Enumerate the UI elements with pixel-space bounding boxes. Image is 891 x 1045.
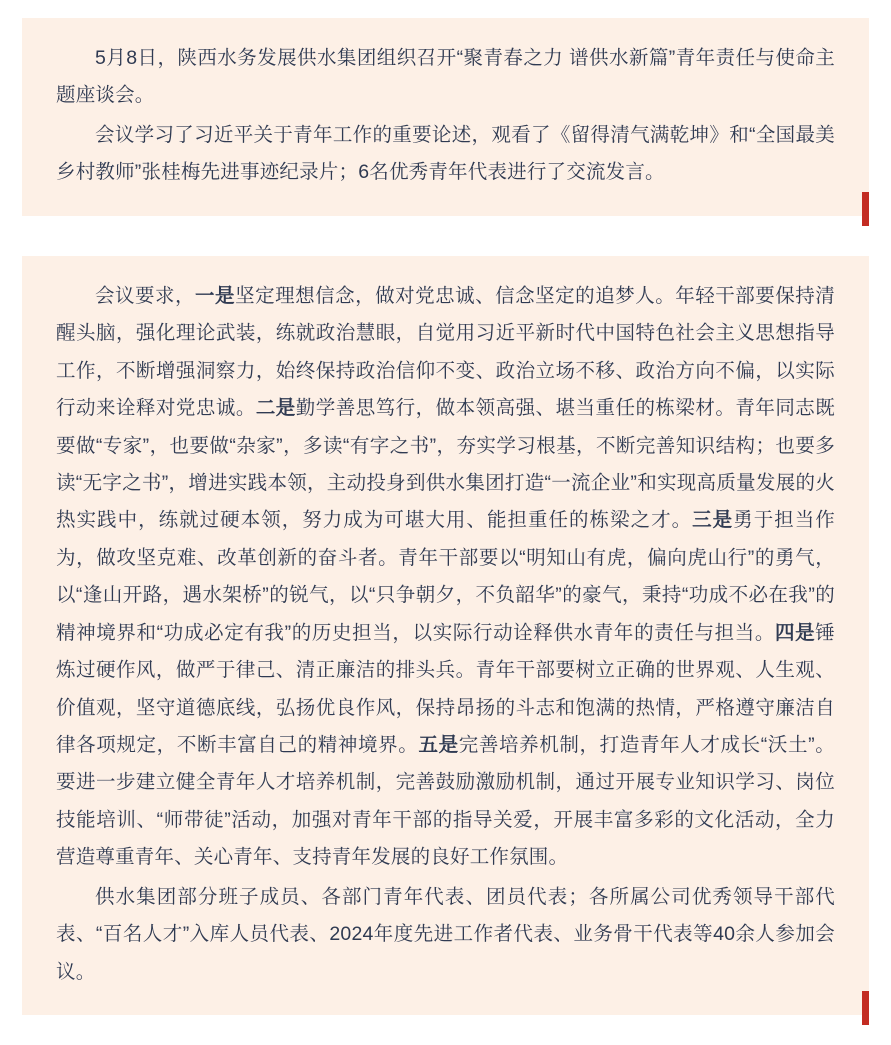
emphasis-marker: 一是 bbox=[195, 284, 236, 307]
paragraph-main-2: 供水集团部分班子成员、各部门青年代表、团员代表；各所属公司优秀领导干部代表、“百名人才”入库人员代表、2024年度先进工作者代表、业务骨干代表等40余人参加会议。 bbox=[56, 885, 835, 983]
article-card-main bbox=[22, 256, 869, 1015]
emphasis-marker: 四是 bbox=[775, 621, 816, 644]
emphasis-marker: 二是 bbox=[255, 397, 296, 420]
article-card-main-body bbox=[22, 256, 869, 1015]
paragraph-intro-1: 5月8日，陕西水务发展供水集团组织召开“聚青春之力 谱供水新篇”青年责任与使命主题座谈会。 bbox=[56, 47, 835, 107]
paragraph-main-1: 会议要求，一是坚定理想信念，做对党忠诚、信念坚定的追梦人。年轻干部要保持清醒头脑，强化理论武装，练就政治慧眼，自觉用习近平新时代中国特色社会主义思想指导工作，不断增强洞察力，始终保持政治信仰不变、政治立场不移、政治方向不偏，以实际行动来诠释对党忠诚。二是勤学善思笃行，做本领高强、堪当重任的栋梁材。青年同志既要做“专家”，也要做“杂家”，多读“有字之书”，夯实学习根基，不断完善知识结构；也要多读“无字之书”，增进实践本领，主动投身到供水集团打造“一流企业”和实现高质量发展的火热实践中，练就过硬本领，努力成为可堪大用、能担重任的栋梁之才。三是勇于担当作为，做攻坚克难、改革创新的奋斗者。青年干部要以“明知山有虎，偏向虎山行”的勇气，以“逢山开路，遇水架桥”的锐气，以“只争朝夕，不负韶华”的豪气，秉持“功成不必在我”的精神境界和“功成必定有我”的历史担当，以实际行动诠释供水青年的责任与担当。四是锤炼过硬作风，做严于律己、清正廉洁的排头兵。青年干部要树立正确的世界观、人生观、价值观，坚守道德底线，弘扬优良作风，保持昂扬的斗志和饱满的热情，严格遵守廉洁自律各项规定，不断丰富自己的精神境界。五是完善培养机制，打造青年人才成长“沃土”。要进一步建立健全青年人才培养机制，完善鼓励激励机制，通过开展专业知识学习、岗位技能培训、“师带徒”活动，加强对青年干部的指导关爱，开展丰富多彩的文化活动，全力营造尊重青年、关心青年、支持青年发展的良好工作氛围。 bbox=[56, 284, 835, 869]
emphasis-marker: 三是 bbox=[692, 509, 734, 532]
emphasis-marker: 五是 bbox=[418, 734, 459, 756]
article-card-intro bbox=[22, 18, 869, 216]
paragraph-intro-2: 会议学习了习近平关于青年工作的重要论述，观看了《留得清气满乾坤》和“全国最美乡村教师”张桂梅先进事迹纪录片；6名优秀青年代表进行了交流发言。 bbox=[56, 123, 835, 184]
article-card-intro-body bbox=[22, 18, 869, 216]
accent-bar-secondary bbox=[862, 991, 869, 1025]
page-bottom-spacer bbox=[22, 1021, 869, 1031]
accent-bar-primary bbox=[862, 192, 869, 226]
